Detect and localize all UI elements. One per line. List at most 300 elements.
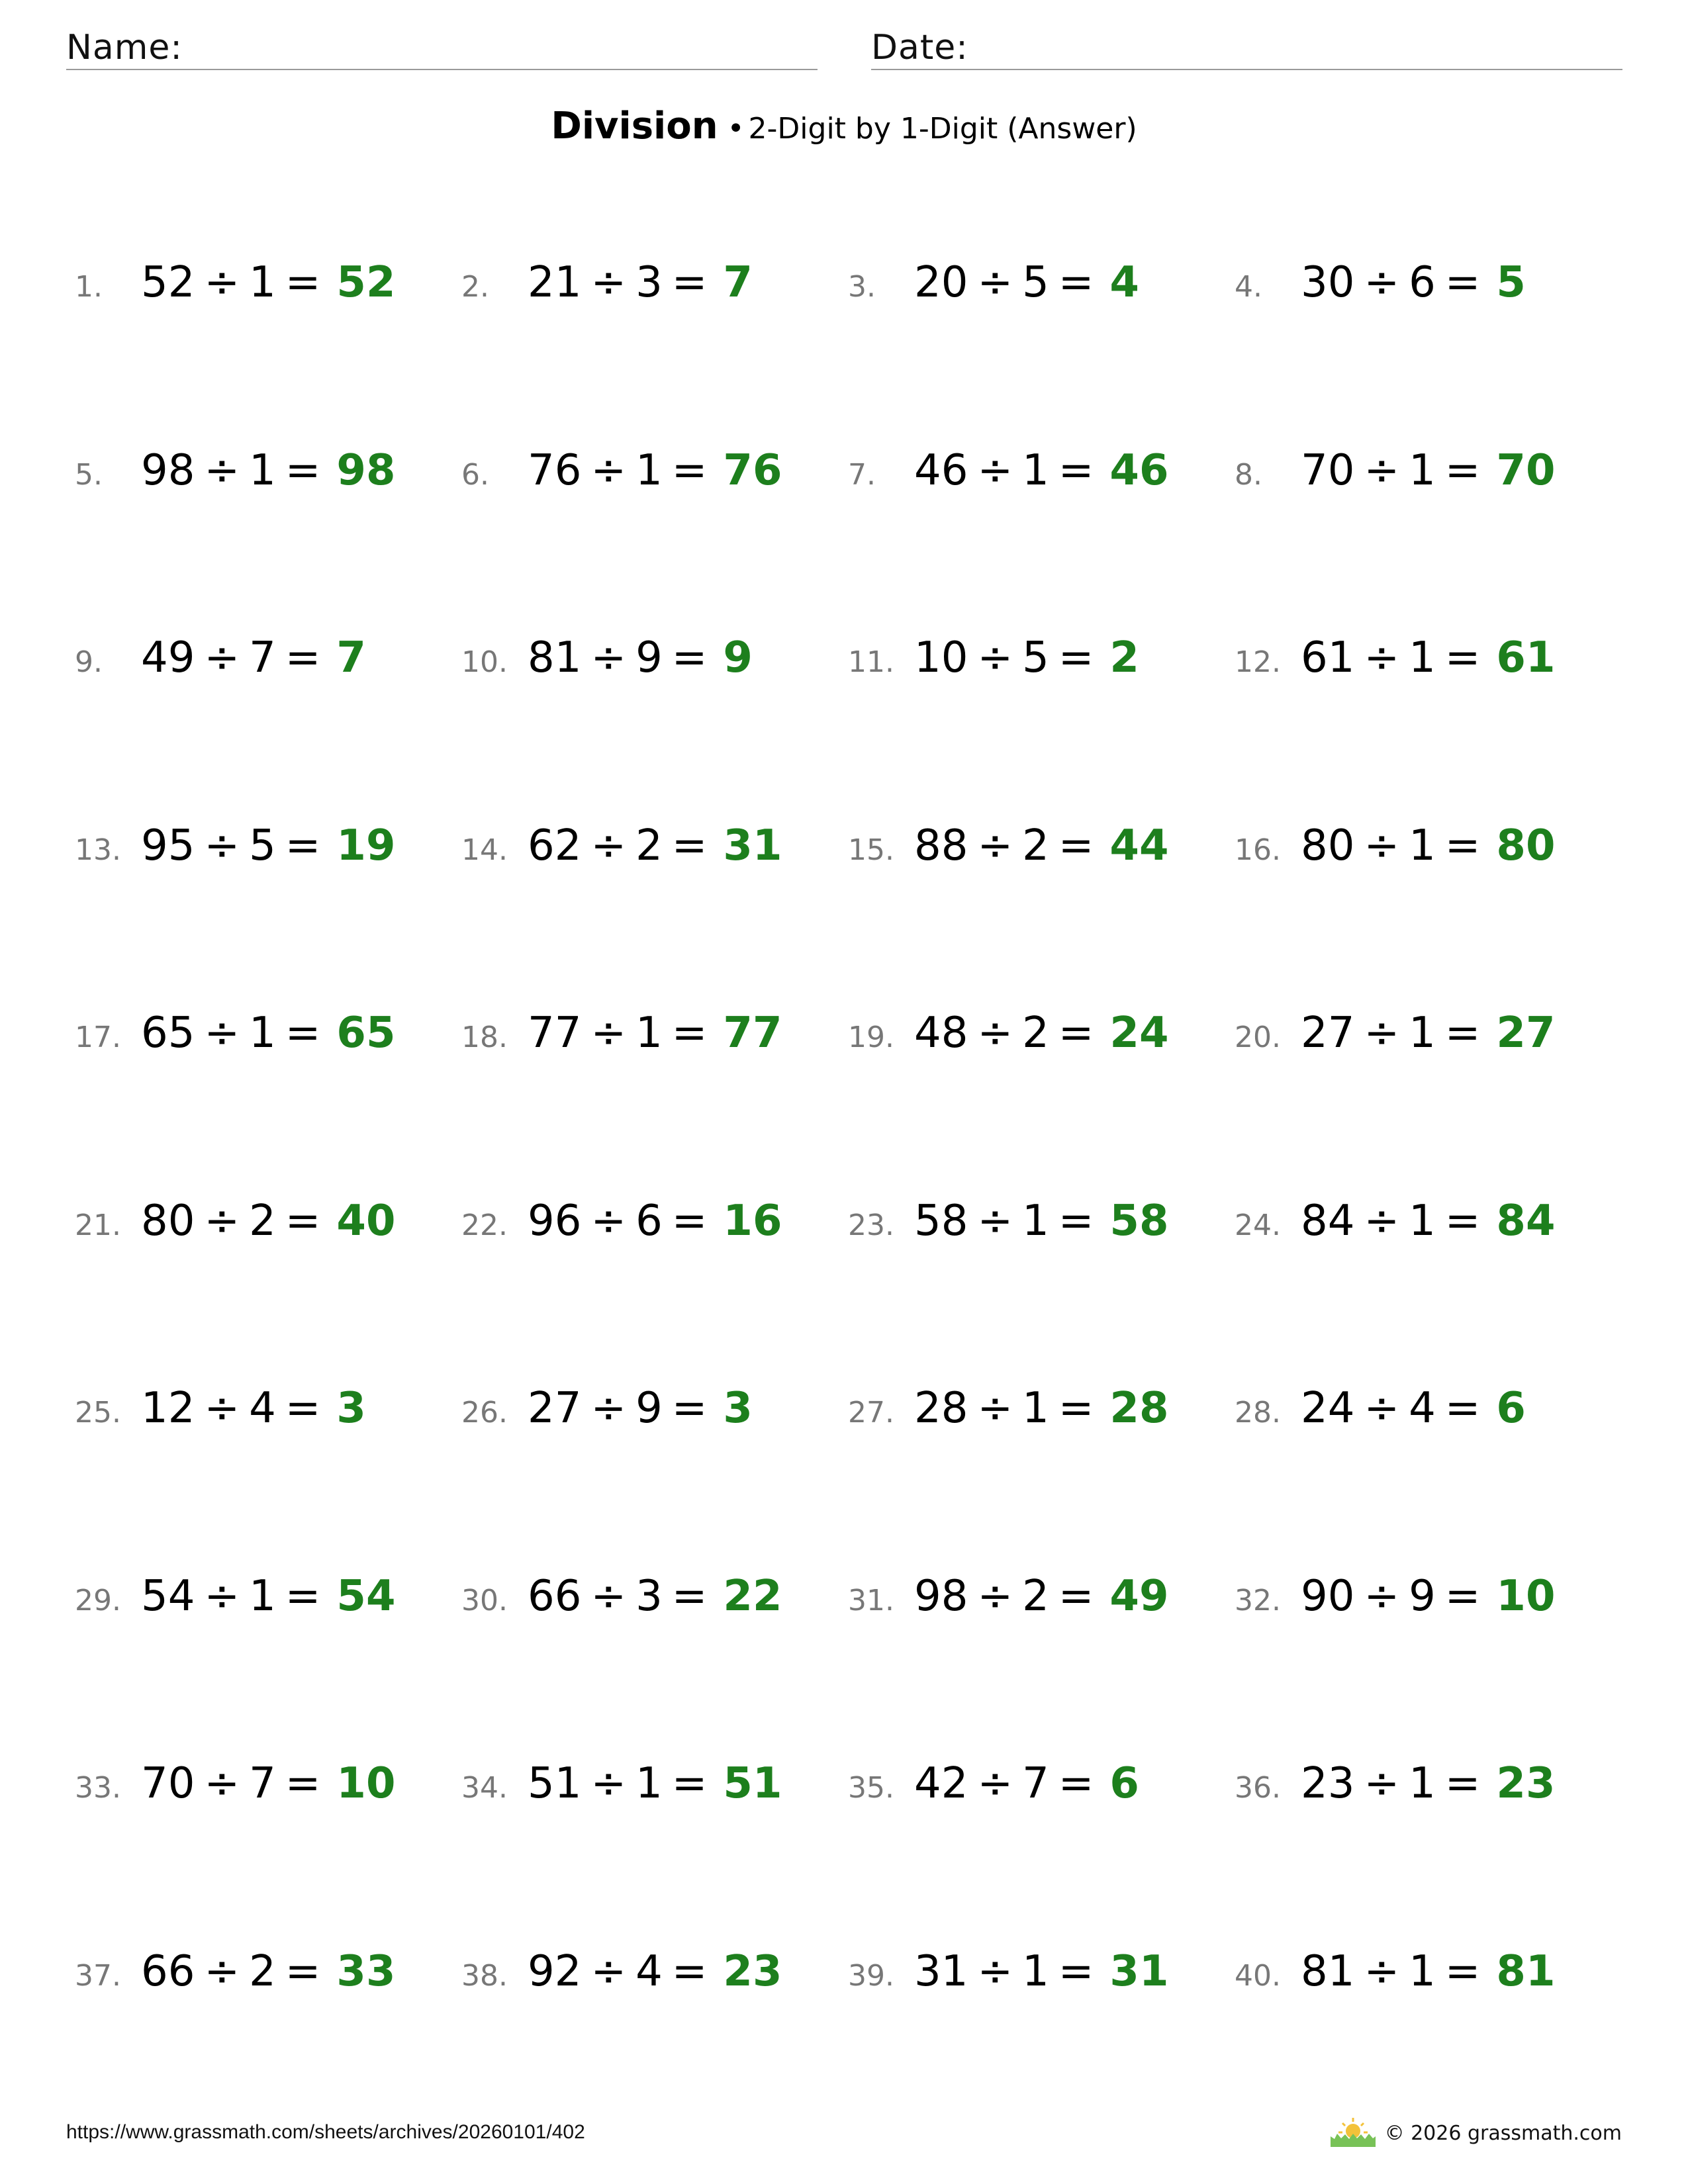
problem-number: 21. <box>75 1208 121 1242</box>
dividend: 96 <box>528 1197 582 1246</box>
answer: 23 <box>1496 1759 1556 1808</box>
problem-item <box>848 1759 1219 1832</box>
problem-number: 40. <box>1235 1959 1281 1993</box>
problem-expression <box>528 1197 716 1246</box>
dividend: 27 <box>1301 1009 1355 1058</box>
problem-item <box>848 1384 1219 1457</box>
problem-item <box>75 821 445 894</box>
problem-item <box>1235 1197 1605 1269</box>
problem-number: 34. <box>461 1771 508 1805</box>
problem-expression <box>141 1009 330 1058</box>
problem-number: 7. <box>848 458 876 492</box>
equals-symbol: = <box>285 1759 321 1808</box>
divide-symbol: ÷ <box>590 1197 627 1246</box>
dividend: 48 <box>914 1009 968 1058</box>
problem-number: 18. <box>461 1021 508 1054</box>
answer: 61 <box>1496 633 1556 682</box>
dividend: 84 <box>1301 1197 1355 1246</box>
divide-symbol: ÷ <box>204 446 240 495</box>
equals-symbol: = <box>671 1947 708 1996</box>
answer: 6 <box>1109 1759 1139 1808</box>
problem-number: 38. <box>461 1959 508 1993</box>
dividend: 21 <box>528 258 582 307</box>
divide-symbol: ÷ <box>590 1759 627 1808</box>
equals-symbol: = <box>671 1572 708 1621</box>
divide-symbol: ÷ <box>977 821 1013 870</box>
dividend: 27 <box>528 1384 582 1433</box>
answer: 23 <box>723 1947 782 1996</box>
problem-item <box>75 1572 445 1645</box>
divisor: 1 <box>1409 1197 1436 1246</box>
sun-over-grass-icon <box>1331 2116 1376 2150</box>
problem-expression <box>914 1759 1103 1808</box>
problem-expression <box>1301 1759 1489 1808</box>
problem-expression <box>528 258 716 307</box>
answer: 4 <box>1109 258 1139 307</box>
dividend: 54 <box>141 1572 195 1621</box>
answer: 49 <box>1109 1572 1169 1621</box>
problem-expression <box>1301 258 1489 307</box>
problem-number: 19. <box>848 1021 894 1054</box>
dividend: 42 <box>914 1759 968 1808</box>
divisor: 1 <box>249 446 276 495</box>
equals-symbol: = <box>671 1197 708 1246</box>
divide-symbol: ÷ <box>590 821 627 870</box>
equals-symbol: = <box>671 1759 708 1808</box>
dividend: 24 <box>1301 1384 1355 1433</box>
divisor: 6 <box>635 1197 663 1246</box>
problem-expression <box>141 1759 330 1808</box>
equals-symbol: = <box>1058 1384 1094 1433</box>
problem-item <box>848 633 1219 706</box>
problem-number: 26. <box>461 1396 508 1430</box>
dividend: 95 <box>141 821 195 870</box>
answer: 31 <box>1109 1947 1169 1996</box>
answer: 58 <box>1109 1197 1169 1246</box>
dividend: 70 <box>1301 446 1355 495</box>
problem-number: 23. <box>848 1208 894 1242</box>
dividend: 98 <box>141 446 195 495</box>
divide-symbol: ÷ <box>1364 821 1400 870</box>
divide-symbol: ÷ <box>204 1009 240 1058</box>
answer: 7 <box>723 258 753 307</box>
problem-expression <box>528 633 716 682</box>
divide-symbol: ÷ <box>977 1759 1013 1808</box>
equals-symbol: = <box>1444 1009 1481 1058</box>
problem-item <box>1235 1759 1605 1832</box>
problem-number: 1. <box>75 270 103 304</box>
problem-item <box>75 1009 445 1081</box>
divisor: 1 <box>1022 1197 1049 1246</box>
problem-item <box>75 1759 445 1832</box>
divide-symbol: ÷ <box>590 1572 627 1621</box>
problem-item <box>1235 1947 1605 2020</box>
problem-number: 12. <box>1235 645 1281 679</box>
footer-url[interactable]: https://www.grassmath.com/sheets/archives/20260101/402 <box>66 2121 585 2143</box>
problem-item <box>1235 258 1605 331</box>
problem-number: 37. <box>75 1959 121 1993</box>
problem-number: 22. <box>461 1208 508 1242</box>
problem-item <box>461 446 832 519</box>
answer: 54 <box>336 1572 396 1621</box>
divisor: 1 <box>1409 1947 1436 1996</box>
divisor: 1 <box>1409 821 1436 870</box>
answer: 46 <box>1109 446 1169 495</box>
divisor: 1 <box>249 258 276 307</box>
answer: 84 <box>1496 1197 1556 1246</box>
equals-symbol: = <box>1444 1947 1481 1996</box>
problem-number: 5. <box>75 458 103 492</box>
problem-expression <box>1301 1384 1489 1433</box>
divide-symbol: ÷ <box>1364 258 1400 307</box>
divide-symbol: ÷ <box>590 1947 627 1996</box>
dividend: 20 <box>914 258 968 307</box>
answer: 33 <box>336 1947 396 1996</box>
problem-item <box>75 1197 445 1269</box>
footer-copyright: © 2026 grassmath.com <box>1384 2121 1622 2145</box>
problem-expression <box>914 1009 1103 1058</box>
divide-symbol: ÷ <box>204 1197 240 1246</box>
divide-symbol: ÷ <box>977 1197 1013 1246</box>
answer: 22 <box>723 1572 782 1621</box>
divide-symbol: ÷ <box>204 1572 240 1621</box>
problem-number: 24. <box>1235 1208 1281 1242</box>
problem-number: 8. <box>1235 458 1262 492</box>
problem-number: 16. <box>1235 833 1281 867</box>
divisor: 9 <box>1409 1572 1436 1621</box>
answer: 19 <box>336 821 396 870</box>
problem-expression <box>528 1384 716 1433</box>
dividend: 80 <box>1301 821 1355 870</box>
title-subtitle: 2-Digit by 1-Digit (Answer) <box>748 112 1137 146</box>
dividend: 51 <box>528 1759 582 1808</box>
divide-symbol: ÷ <box>204 633 240 682</box>
answer: 81 <box>1496 1947 1556 1996</box>
divide-symbol: ÷ <box>977 1009 1013 1058</box>
divide-symbol: ÷ <box>977 633 1013 682</box>
dividend: 28 <box>914 1384 968 1433</box>
problem-item <box>848 446 1219 519</box>
divide-symbol: ÷ <box>1364 1009 1400 1058</box>
problem-expression <box>914 446 1103 495</box>
divide-symbol: ÷ <box>977 258 1013 307</box>
dividend: 10 <box>914 633 968 682</box>
equals-symbol: = <box>671 446 708 495</box>
equals-symbol: = <box>285 1947 321 1996</box>
divisor: 9 <box>635 1384 663 1433</box>
equals-symbol: = <box>1058 1947 1094 1996</box>
answer: 27 <box>1496 1009 1556 1058</box>
problem-number: 35. <box>848 1771 894 1805</box>
problem-item <box>461 633 832 706</box>
answer: 2 <box>1109 633 1139 682</box>
dividend: 81 <box>1301 1947 1355 1996</box>
divisor: 2 <box>249 1197 276 1246</box>
divide-symbol: ÷ <box>590 633 627 682</box>
answer: 3 <box>723 1384 753 1433</box>
equals-symbol: = <box>1058 258 1094 307</box>
problem-item <box>848 258 1219 331</box>
dividend: 92 <box>528 1947 582 1996</box>
divide-symbol: ÷ <box>1364 446 1400 495</box>
divide-symbol: ÷ <box>590 1384 627 1433</box>
divide-symbol: ÷ <box>1364 1572 1400 1621</box>
divisor: 9 <box>635 633 663 682</box>
problem-number: 17. <box>75 1021 121 1054</box>
answer: 6 <box>1496 1384 1526 1433</box>
divisor: 1 <box>1409 446 1436 495</box>
divisor: 2 <box>249 1947 276 1996</box>
problem-number: 31. <box>848 1584 894 1617</box>
problem-item <box>461 821 832 894</box>
problem-expression <box>1301 821 1489 870</box>
problem-item <box>1235 1384 1605 1457</box>
problem-item <box>461 1197 832 1269</box>
answer: 3 <box>336 1384 366 1433</box>
problem-expression <box>141 821 330 870</box>
problem-number: 14. <box>461 833 508 867</box>
problem-item <box>461 1572 832 1645</box>
answer: 10 <box>336 1759 396 1808</box>
divide-symbol: ÷ <box>977 1947 1013 1996</box>
dividend: 77 <box>528 1009 582 1058</box>
divisor: 1 <box>1022 1947 1049 1996</box>
equals-symbol: = <box>671 1009 708 1058</box>
problem-item <box>848 1197 1219 1269</box>
problem-expression <box>914 1384 1103 1433</box>
answer: 7 <box>336 633 366 682</box>
problem-item <box>848 821 1219 894</box>
divisor: 2 <box>1022 821 1049 870</box>
problem-expression <box>1301 1197 1489 1246</box>
divide-symbol: ÷ <box>1364 1947 1400 1996</box>
dividend: 23 <box>1301 1759 1355 1808</box>
divide-symbol: ÷ <box>1364 1759 1400 1808</box>
answer: 51 <box>723 1759 782 1808</box>
equals-symbol: = <box>1058 1759 1094 1808</box>
answer: 65 <box>336 1009 396 1058</box>
equals-symbol: = <box>285 1572 321 1621</box>
equals-symbol: = <box>1058 446 1094 495</box>
divide-symbol: ÷ <box>204 1384 240 1433</box>
answer: 77 <box>723 1009 782 1058</box>
dividend: 88 <box>914 821 968 870</box>
problem-number: 29. <box>75 1584 121 1617</box>
problem-expression <box>141 1947 330 1996</box>
divisor: 1 <box>1409 633 1436 682</box>
divisor: 1 <box>249 1009 276 1058</box>
problem-item <box>1235 446 1605 519</box>
dividend: 46 <box>914 446 968 495</box>
dividend: 12 <box>141 1384 195 1433</box>
problem-item <box>75 1384 445 1457</box>
problem-expression <box>141 446 330 495</box>
equals-symbol: = <box>285 1197 321 1246</box>
divisor: 1 <box>1022 1384 1049 1433</box>
answer: 24 <box>1109 1009 1169 1058</box>
problem-expression <box>528 821 716 870</box>
divisor: 3 <box>635 1572 663 1621</box>
equals-symbol: = <box>1058 1572 1094 1621</box>
problem-item <box>1235 1572 1605 1645</box>
problem-expression <box>1301 1009 1489 1058</box>
problem-number: 11. <box>848 645 894 679</box>
equals-symbol: = <box>285 1009 321 1058</box>
equals-symbol: = <box>671 258 708 307</box>
divisor: 1 <box>635 1759 663 1808</box>
problem-item <box>461 1384 832 1457</box>
divisor: 1 <box>1409 1009 1436 1058</box>
problem-number: 6. <box>461 458 489 492</box>
dividend: 49 <box>141 633 195 682</box>
dividend: 65 <box>141 1009 195 1058</box>
equals-symbol: = <box>1444 1384 1481 1433</box>
divide-symbol: ÷ <box>977 1384 1013 1433</box>
problem-item <box>75 1947 445 2020</box>
answer: 52 <box>336 258 396 307</box>
problem-number: 20. <box>1235 1021 1281 1054</box>
equals-symbol: = <box>285 446 321 495</box>
problem-expression <box>914 1572 1103 1621</box>
equals-symbol: = <box>1058 1009 1094 1058</box>
divisor: 4 <box>635 1947 663 1996</box>
problem-number: 32. <box>1235 1584 1281 1617</box>
problem-number: 27. <box>848 1396 894 1430</box>
answer: 5 <box>1496 258 1526 307</box>
equals-symbol: = <box>1444 633 1481 682</box>
problem-expression <box>528 1572 716 1621</box>
problem-number: 4. <box>1235 270 1262 304</box>
dividend: 62 <box>528 821 582 870</box>
divide-symbol: ÷ <box>204 1759 240 1808</box>
divisor: 5 <box>1022 633 1049 682</box>
divisor: 1 <box>635 1009 663 1058</box>
divisor: 7 <box>249 1759 276 1808</box>
problem-item <box>1235 1009 1605 1081</box>
divisor: 7 <box>1022 1759 1049 1808</box>
problem-expression <box>1301 446 1489 495</box>
dividend: 70 <box>141 1759 195 1808</box>
divide-symbol: ÷ <box>1364 1384 1400 1433</box>
answer: 76 <box>723 446 782 495</box>
divisor: 2 <box>635 821 663 870</box>
equals-symbol: = <box>1058 633 1094 682</box>
problem-expression <box>914 821 1103 870</box>
problem-number: 28. <box>1235 1396 1281 1430</box>
dividend: 81 <box>528 633 582 682</box>
divide-symbol: ÷ <box>1364 633 1400 682</box>
problem-expression <box>914 258 1103 307</box>
divisor: 2 <box>1022 1009 1049 1058</box>
problem-expression <box>141 1384 330 1433</box>
equals-symbol: = <box>285 633 321 682</box>
problem-expression <box>528 1947 716 1996</box>
answer: 80 <box>1496 821 1556 870</box>
equals-symbol: = <box>285 1384 321 1433</box>
problem-number: 9. <box>75 645 103 679</box>
equals-symbol: = <box>1444 446 1481 495</box>
divisor: 1 <box>249 1572 276 1621</box>
problem-expression <box>914 1947 1103 1996</box>
divide-symbol: ÷ <box>590 1009 627 1058</box>
equals-symbol: = <box>671 1384 708 1433</box>
answer: 9 <box>723 633 753 682</box>
divide-symbol: ÷ <box>977 446 1013 495</box>
problem-number: 10. <box>461 645 508 679</box>
answer: 16 <box>723 1197 782 1246</box>
divisor: 1 <box>1022 446 1049 495</box>
problem-number: 2. <box>461 270 489 304</box>
date-label: Date: <box>871 28 968 68</box>
problem-expression <box>141 258 330 307</box>
answer: 28 <box>1109 1384 1169 1433</box>
problem-item <box>461 1947 832 2020</box>
problem-item <box>848 1947 1219 2020</box>
problem-expression <box>914 1197 1103 1246</box>
equals-symbol: = <box>1444 1572 1481 1621</box>
divide-symbol: ÷ <box>204 821 240 870</box>
title-separator: • <box>727 112 745 146</box>
divide-symbol: ÷ <box>204 258 240 307</box>
equals-symbol: = <box>1444 258 1481 307</box>
problem-expression <box>141 1572 330 1621</box>
dividend: 80 <box>141 1197 195 1246</box>
divide-symbol: ÷ <box>1364 1197 1400 1246</box>
problem-item <box>75 633 445 706</box>
divisor: 6 <box>1409 258 1436 307</box>
divisor: 2 <box>1022 1572 1049 1621</box>
answer: 70 <box>1496 446 1556 495</box>
divisor: 5 <box>1022 258 1049 307</box>
problem-number: 36. <box>1235 1771 1281 1805</box>
divide-symbol: ÷ <box>977 1572 1013 1621</box>
dividend: 76 <box>528 446 582 495</box>
problem-expression <box>1301 1947 1489 1996</box>
answer: 44 <box>1109 821 1169 870</box>
problem-number: 25. <box>75 1396 121 1430</box>
problem-item <box>75 446 445 519</box>
divisor: 1 <box>635 446 663 495</box>
name-label: Name: <box>66 28 183 68</box>
divisor: 4 <box>249 1384 276 1433</box>
divide-symbol: ÷ <box>590 258 627 307</box>
divide-symbol: ÷ <box>204 1947 240 1996</box>
dividend: 61 <box>1301 633 1355 682</box>
problem-number: 39. <box>848 1959 894 1993</box>
equals-symbol: = <box>1444 1197 1481 1246</box>
problem-item <box>848 1572 1219 1645</box>
equals-symbol: = <box>1058 821 1094 870</box>
problem-item <box>848 1009 1219 1081</box>
problem-expression <box>141 1197 330 1246</box>
answer: 40 <box>336 1197 396 1246</box>
problem-number: 15. <box>848 833 894 867</box>
problem-item <box>461 1759 832 1832</box>
answer: 31 <box>723 821 782 870</box>
dividend: 30 <box>1301 258 1355 307</box>
equals-symbol: = <box>285 258 321 307</box>
equals-symbol: = <box>285 821 321 870</box>
divide-symbol: ÷ <box>590 446 627 495</box>
divisor: 4 <box>1409 1384 1436 1433</box>
problem-expression <box>528 1009 716 1058</box>
dividend: 58 <box>914 1197 968 1246</box>
problem-item <box>461 258 832 331</box>
equals-symbol: = <box>671 821 708 870</box>
equals-symbol: = <box>1444 821 1481 870</box>
divisor: 7 <box>249 633 276 682</box>
equals-symbol: = <box>1444 1759 1481 1808</box>
